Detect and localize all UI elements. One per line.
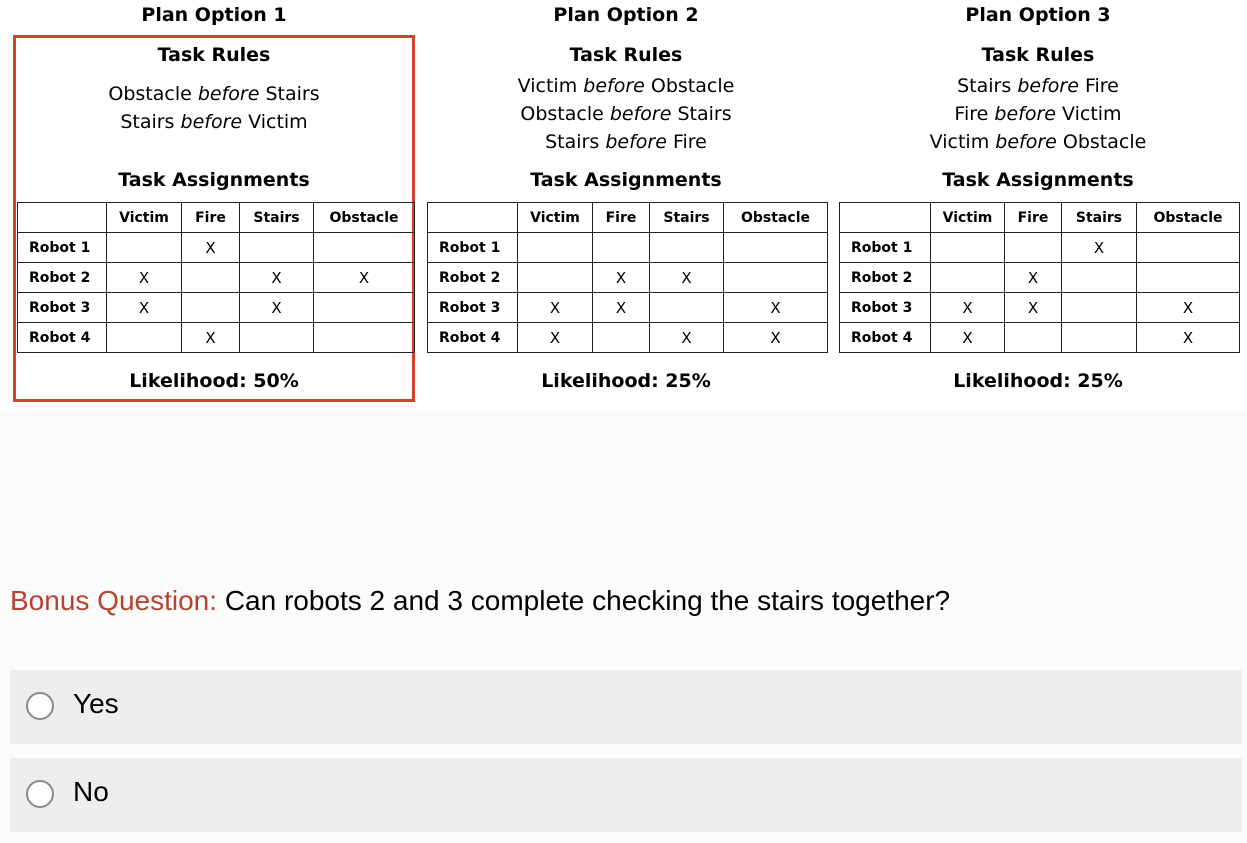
assignment-cell — [650, 233, 724, 263]
plan-title: Plan Option 2 — [553, 4, 699, 26]
assignment-cell: X — [107, 293, 182, 323]
table-row — [840, 263, 1240, 293]
column-header: Fire — [1005, 203, 1062, 233]
robot-label: Robot 3 — [428, 293, 518, 323]
assignment-cell: X — [931, 293, 1005, 323]
column-header: Stairs — [650, 203, 724, 233]
radio-button[interactable] — [26, 780, 54, 808]
robot-label: Robot 1 — [18, 233, 107, 263]
assignment-cell: X — [724, 293, 828, 323]
assignment-cell — [1137, 233, 1240, 263]
column-header: Fire — [593, 203, 650, 233]
assignment-cell — [182, 263, 240, 293]
likelihood-label: Likelihood: 50% — [129, 370, 299, 392]
question-text: Can robots 2 and 3 complete checking the stairs together? — [224, 585, 951, 616]
assignment-cell — [931, 233, 1005, 263]
assignment-cell: X — [182, 323, 240, 353]
plan-title: Plan Option 3 — [965, 4, 1111, 26]
assignment-cell — [240, 233, 314, 263]
column-header: Stairs — [240, 203, 314, 233]
assignment-cell: X — [1137, 293, 1240, 323]
assignment-cell: X — [650, 263, 724, 293]
assignment-cell — [724, 233, 828, 263]
assignment-cell: X — [1062, 233, 1137, 263]
assignment-cell — [240, 323, 314, 353]
task-rules-title: Task Rules — [569, 44, 683, 66]
task-assignments-title: Task Assignments — [118, 169, 310, 191]
column-header: Obstacle — [1137, 203, 1240, 233]
robot-label: Robot 2 — [18, 263, 107, 293]
assignment-cell: X — [1005, 263, 1062, 293]
assignment-cell — [518, 233, 593, 263]
table-row — [840, 233, 1240, 263]
assignment-cell: X — [518, 323, 593, 353]
option-label: Yes — [73, 688, 119, 719]
assignment-cell — [593, 233, 650, 263]
robot-label: Robot 4 — [840, 323, 931, 353]
task-rules-title: Task Rules — [157, 44, 271, 66]
table-row — [840, 293, 1240, 323]
assignment-cell: X — [650, 323, 724, 353]
column-header: Victim — [518, 203, 593, 233]
bonus-question — [10, 585, 950, 617]
task-assignments-title: Task Assignments — [942, 169, 1134, 191]
rule-line: Stairs before Fire — [545, 131, 707, 153]
table-row — [18, 233, 415, 263]
rule-line: Obstacle before Stairs — [520, 103, 732, 125]
column-header: Obstacle — [314, 203, 415, 233]
assignment-cell: X — [182, 233, 240, 263]
robot-label: Robot 3 — [840, 293, 931, 323]
column-header: Stairs — [1062, 203, 1137, 233]
assignment-cell — [107, 233, 182, 263]
corner-cell — [428, 203, 518, 233]
assignment-cell — [314, 323, 415, 353]
assignment-cell — [593, 323, 650, 353]
table-row — [428, 263, 828, 293]
assignment-cell: X — [240, 293, 314, 323]
assignment-cell: X — [724, 323, 828, 353]
answer-option-no[interactable] — [10, 758, 1242, 832]
assignment-cell — [931, 263, 1005, 293]
task-rules-title: Task Rules — [981, 44, 1095, 66]
column-header: Obstacle — [724, 203, 828, 233]
assignment-cell — [650, 293, 724, 323]
assignment-cell — [1005, 323, 1062, 353]
assignment-cell — [1062, 293, 1137, 323]
assignment-cell: X — [931, 323, 1005, 353]
corner-cell — [18, 203, 107, 233]
assignment-cell — [314, 233, 415, 263]
table-row — [840, 323, 1240, 353]
table-row — [18, 263, 415, 293]
assignment-cell — [314, 293, 415, 323]
assignment-cell: X — [107, 263, 182, 293]
option-label: No — [73, 776, 109, 807]
assignment-cell — [107, 323, 182, 353]
assignment-cell — [724, 263, 828, 293]
assignment-cell — [518, 263, 593, 293]
robot-label: Robot 2 — [840, 263, 931, 293]
task-assignment-table — [427, 202, 828, 353]
assignment-cell: X — [1137, 323, 1240, 353]
assignment-cell — [1137, 263, 1240, 293]
rule-line: Stairs before Fire — [957, 75, 1119, 97]
likelihood-label: Likelihood: 25% — [541, 370, 711, 392]
corner-cell — [840, 203, 931, 233]
assignment-cell: X — [518, 293, 593, 323]
column-header: Victim — [931, 203, 1005, 233]
table-row — [428, 323, 828, 353]
task-rules — [13, 80, 415, 136]
column-header: Fire — [182, 203, 240, 233]
assignment-cell — [1062, 323, 1137, 353]
table-row — [18, 293, 415, 323]
table-row — [428, 233, 828, 263]
robot-label: Robot 4 — [428, 323, 518, 353]
task-assignment-table — [839, 202, 1240, 353]
plan-title: Plan Option 1 — [141, 4, 287, 26]
robot-label: Robot 3 — [18, 293, 107, 323]
task-assignment-table — [17, 202, 415, 353]
table-row — [428, 293, 828, 323]
assignment-cell: X — [593, 263, 650, 293]
task-rules — [837, 72, 1239, 156]
rule-line: Obstacle before Stairs — [108, 83, 320, 105]
task-rules — [425, 72, 827, 156]
plan-option-3 — [837, 0, 1239, 402]
radio-button[interactable] — [26, 692, 54, 720]
robot-label: Robot 1 — [428, 233, 518, 263]
rule-line: Victim before Obstacle — [517, 75, 735, 97]
column-header: Victim — [107, 203, 182, 233]
answer-option-yes[interactable] — [10, 670, 1242, 744]
plan-option-2 — [425, 0, 827, 402]
plan-options-figure — [0, 0, 1247, 410]
task-assignments-title: Task Assignments — [530, 169, 722, 191]
assignment-cell — [1062, 263, 1137, 293]
assignment-cell: X — [314, 263, 415, 293]
assignment-cell: X — [240, 263, 314, 293]
rule-line: Stairs before Victim — [120, 111, 308, 133]
rule-line: Victim before Obstacle — [929, 131, 1147, 153]
plan-option-1 — [13, 0, 415, 402]
robot-label: Robot 4 — [18, 323, 107, 353]
table-row — [18, 323, 415, 353]
assignment-cell — [1005, 233, 1062, 263]
assignment-cell: X — [593, 293, 650, 323]
likelihood-label: Likelihood: 25% — [953, 370, 1123, 392]
rule-line: Fire before Victim — [954, 103, 1122, 125]
robot-label: Robot 2 — [428, 263, 518, 293]
robot-label: Robot 1 — [840, 233, 931, 263]
assignment-cell — [182, 293, 240, 323]
question-label: Bonus Question: — [10, 585, 218, 616]
assignment-cell: X — [1005, 293, 1062, 323]
